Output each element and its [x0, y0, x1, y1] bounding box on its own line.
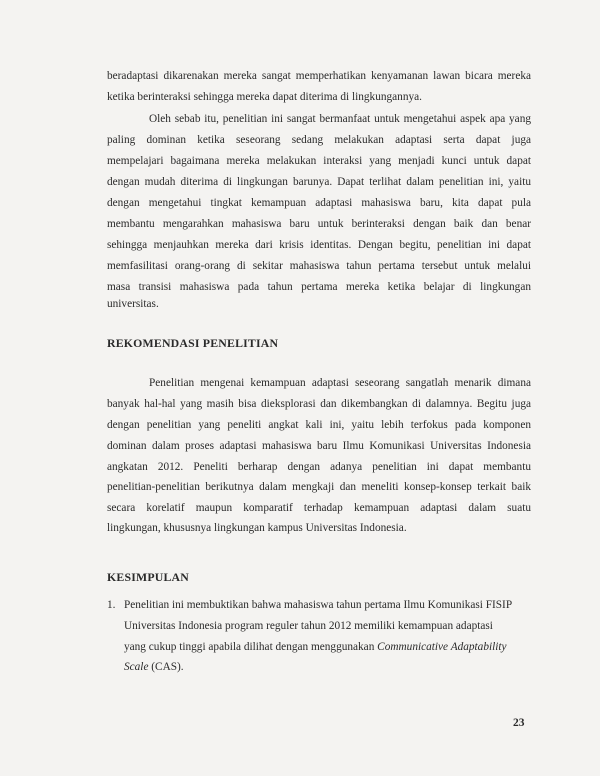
text-line: [124, 640, 507, 654]
text-line: memfasilitasi orang-orang di sekitar mahasiswa tahun pertama tersebut untuk melalui: [107, 260, 531, 272]
text-line: dengan penelitian yang peneliti angkat kali ini, yaitu lebih terfokus pada komponen: [107, 419, 531, 431]
list-item-number: 1.: [107, 599, 116, 611]
italic-term: Scale: [124, 661, 149, 673]
section-heading-kesimpulan: KESIMPULAN: [107, 570, 189, 584]
text-line: dengan mengetahui tingkat kemampuan adaptasi mahasiswa baru, kita dapat pula: [107, 197, 531, 209]
text-line: Penelitian mengenai kemampuan adaptasi seseorang sangatlah menarik dimana: [149, 377, 531, 389]
text-segment: yang cukup tinggi apabila dilihat dengan menggunakan: [124, 641, 378, 653]
text-line: beradaptasi dikarenakan mereka sangat memperhatikan kenyamanan lawan bicara mereka: [107, 70, 531, 82]
text-line: banyak hal-hal yang masih bisa dieksplorasi dan dikembangkan di dalamnya. Begitu juga: [107, 398, 531, 410]
text-line: paling dominan ketika seseorang sedang melakukan adaptasi serta dapat juga: [107, 134, 531, 146]
text-line: penelitian-penelitian berikutnya dalam mengkaji dan meneliti konsep-konsep terkait baik: [107, 481, 531, 493]
page-number: 23: [513, 717, 525, 729]
text-line: dominan dalam proses adaptasi mahasiswa baru Ilmu Komunikasi Universitas Indonesia: [107, 440, 531, 452]
text-segment: (CAS).: [148, 661, 184, 673]
text-line: ketika berinteraksi sehingga mereka dapat diterima di lingkungannya.: [107, 91, 422, 103]
italic-term: Communicative Adaptability: [377, 641, 507, 653]
text-line: Oleh sebab itu, penelitian ini sangat bermanfaat untuk mengetahui aspek apa yang: [149, 113, 531, 125]
text-line: [124, 660, 184, 674]
text-line: Universitas Indonesia program reguler tahun 2012 memiliki kemampuan adaptasi: [124, 620, 493, 632]
text-line: dengan mudah diterima di lingkungan barunya. Dapat terlihat dalam penelitian ini, yaitu: [107, 176, 531, 188]
text-line: Penelitian ini membuktikan bahwa mahasiswa tahun pertama Ilmu Komunikasi FISIP: [124, 599, 513, 611]
text-line: universitas.: [107, 298, 159, 310]
text-line: sehingga menjauhkan mereka dari krisis identitas. Dengan begitu, penelitian ini dapat: [107, 239, 531, 251]
text-line: mempelajari bagaimana mereka melakukan interaksi yang menjadi kunci untuk dapat: [107, 155, 531, 167]
text-line: lingkungan, khususnya lingkungan kampus Universitas Indonesia.: [107, 522, 407, 534]
text-line: angkatan 2012. Peneliti berharap dengan adanya penelitian ini dapat membantu: [107, 461, 531, 473]
section-heading-rekomendasi: REKOMENDASI PENELITIAN: [107, 336, 279, 350]
text-line: secara korelatif maupun komparatif terhadap kemampuan adaptasi dalam suatu: [107, 502, 531, 514]
text-line: membantu mengarahkan mahasiswa baru untuk berinteraksi dengan baik dan benar: [107, 218, 531, 230]
text-line: masa transisi mahasiswa pada tahun pertama mereka ketika belajar di lingkungan: [107, 281, 531, 293]
